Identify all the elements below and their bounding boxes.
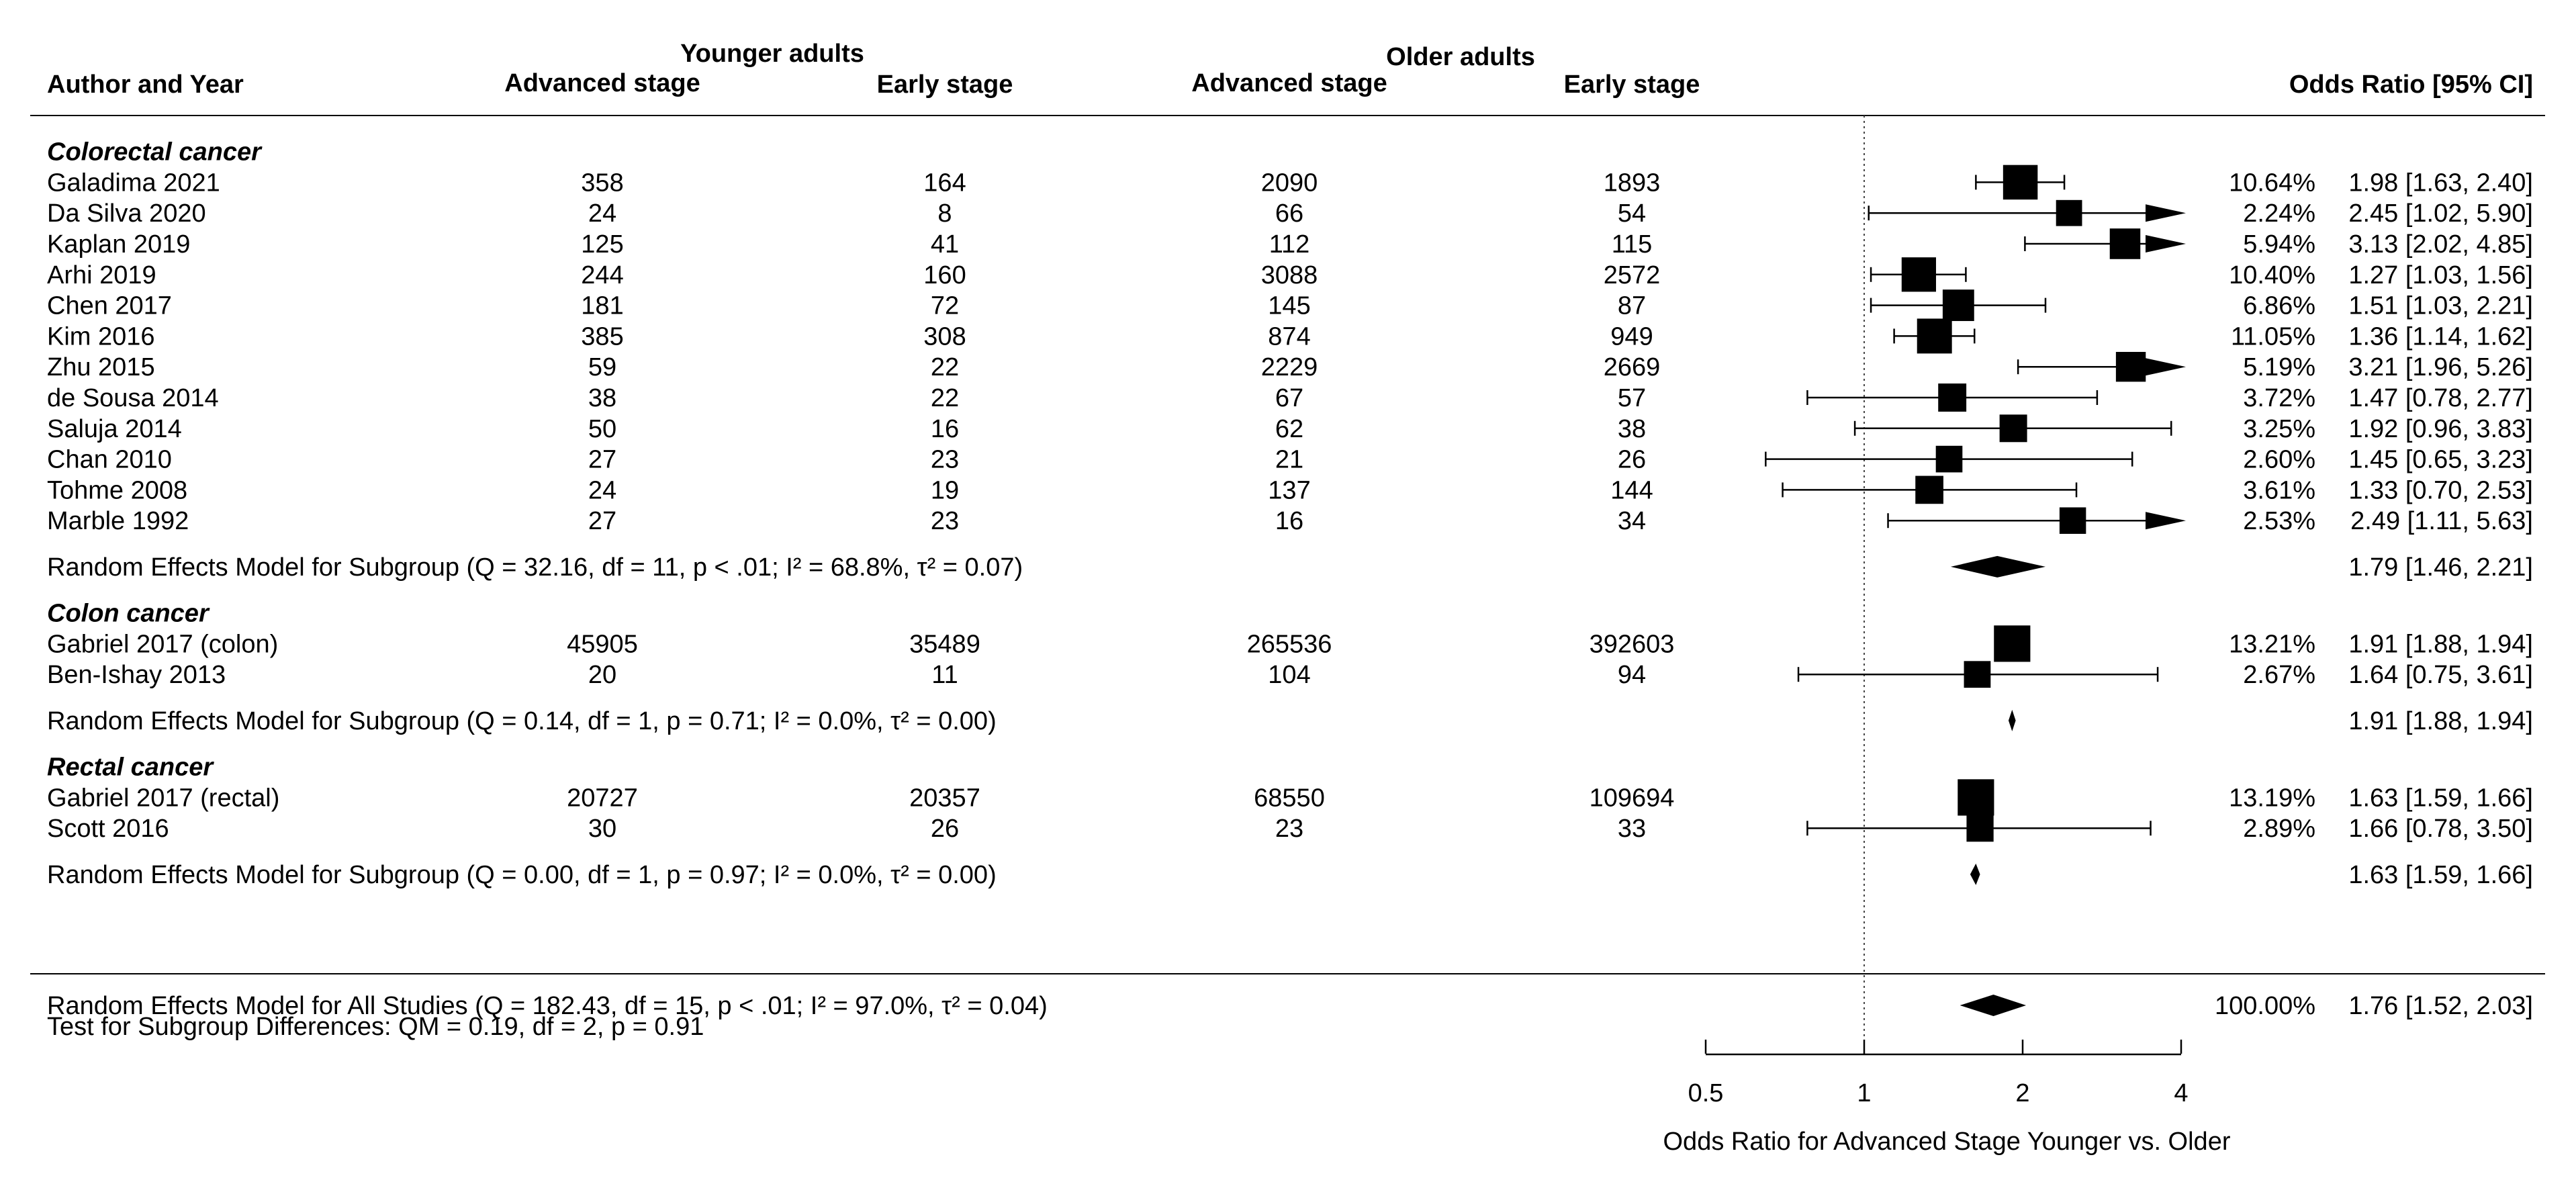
study-point [1902,257,1936,291]
header-young-early-stage: Early stage [876,71,1013,99]
x-tick-label: 0.5 [1688,1079,1724,1107]
old-early-count: 1893 [1603,169,1661,197]
old-early-count: 144 [1610,476,1653,505]
subgroup-title: Rectal cancer [47,753,214,782]
young-early-count: 72 [930,291,960,320]
old-early-count: 392603 [1589,630,1675,659]
young-advanced-count: 27 [588,507,617,536]
study-label: Galadima 2021 [47,169,220,197]
study-or-ci: 1.51 [1.03, 2.21] [2348,291,2533,320]
study-ci-line [1869,204,2186,222]
old-advanced-count: 66 [1275,199,1304,228]
study-label: Chen 2017 [47,291,172,320]
old-advanced-count: 2229 [1260,353,1318,382]
study-point [1917,318,1952,353]
study-ci-line [1888,512,2186,529]
study-or-ci: 1.92 [0.96, 3.83] [2348,414,2533,443]
study-point [2060,507,2086,533]
study-label: Chan 2010 [47,445,172,474]
study-weight: 2.60% [2243,445,2315,474]
study-weight: 2.67% [2243,661,2315,690]
study-weight: 3.72% [2243,384,2315,412]
study-or-ci: 1.98 [1.63, 2.40] [2348,169,2533,197]
young-early-count: 11 [931,661,958,690]
young-advanced-count: 20727 [567,784,638,813]
study-row [47,446,2533,474]
old-early-count: 33 [1617,815,1647,844]
study-or-ci: 3.21 [1.96, 5.26] [2348,353,2533,382]
study-point [1994,625,2030,662]
study-label: Arhi 2019 [47,261,156,289]
subgroup-summary-or-ci: 1.79 [1.46, 2.21] [2348,553,2533,582]
subgroup-summary-diamond [1970,864,1980,885]
old-advanced-count: 21 [1275,445,1304,474]
young-advanced-count: 30 [588,815,617,844]
young-advanced-count: 24 [588,476,617,505]
study-point [1936,446,1963,473]
young-early-count: 41 [930,230,960,259]
study-or-ci: 2.49 [1.11, 5.63] [2350,507,2533,536]
study-ci-line [2025,235,2186,253]
young-advanced-count: 59 [588,353,617,382]
study-or-ci: 1.36 [1.14, 1.62] [2348,322,2533,351]
old-advanced-count: 145 [1268,291,1311,320]
header-older-adults: Older adults [1386,43,1535,71]
study-point [2000,414,2027,442]
study-weight: 3.25% [2243,414,2315,443]
header-odds-ratio-ci: Odds Ratio [95% CI] [2289,71,2533,99]
study-label: Scott 2016 [47,815,169,844]
old-advanced-count: 137 [1268,476,1311,505]
old-early-count: 57 [1617,384,1647,412]
study-weight: 10.40% [2229,261,2315,289]
study-row [47,169,2533,197]
study-or-ci: 1.66 [0.78, 3.50] [2348,815,2533,844]
young-early-count: 160 [923,261,966,289]
old-advanced-count: 112 [1269,230,1310,259]
study-label: Ben-Ishay 2013 [47,661,226,690]
young-advanced-count: 385 [581,322,624,351]
study-or-ci: 1.63 [1.59, 1.66] [2348,784,2533,813]
old-advanced-count: 874 [1268,322,1311,351]
young-early-count: 8 [937,199,952,228]
study-weight: 2.53% [2243,507,2315,536]
young-early-count: 164 [923,169,966,197]
x-tick-label: 2 [2015,1079,2030,1107]
old-advanced-count: 16 [1275,507,1304,536]
study-point [1915,476,1943,504]
overall-weight: 100.00% [2214,992,2315,1020]
study-weight: 2.89% [2243,815,2315,844]
young-advanced-count: 50 [588,414,617,443]
old-early-count: 2572 [1603,261,1661,289]
old-advanced-count: 265536 [1246,630,1332,659]
overall-summary-label: Random Effects Model for All Studies (Q = 182.43, df = 15, p < .01; I² = 97.0%, τ² = 0.04) [47,992,1048,1020]
x-tick-label: 1 [1857,1079,1872,1107]
study-row [47,322,2533,351]
subgroup-summary-label: Random Effects Model for Subgroup (Q = 0.00, df = 1, p = 0.97; I² = 0.0%, τ² = 0.00) [47,860,997,889]
study-weight: 5.19% [2243,353,2315,382]
old-early-count: 115 [1611,230,1653,259]
young-advanced-count: 38 [588,384,617,412]
old-advanced-count: 104 [1268,661,1311,690]
study-or-ci: 1.27 [1.03, 1.56] [2348,261,2533,289]
young-early-count: 308 [923,322,966,351]
young-early-count: 22 [930,384,960,412]
study-point [1943,289,1974,321]
column-headers [47,40,2533,99]
study-point [2116,352,2146,381]
young-advanced-count: 45905 [567,630,638,659]
study-label: Saluja 2014 [47,414,182,443]
study-or-ci: 1.64 [0.75, 3.61] [2348,661,2533,690]
study-row [47,261,2533,289]
study-ci-line [2018,358,2186,375]
young-advanced-count: 27 [588,445,617,474]
old-early-count: 109694 [1589,784,1675,813]
study-or-ci: 1.45 [0.65, 3.23] [2348,445,2533,474]
study-label: Gabriel 2017 (rectal) [47,784,280,813]
subgroup-differences-test: Test for Subgroup Differences: QM = 0.19, df = 2, p = 0.91 [47,1013,704,1041]
old-early-count: 87 [1617,291,1647,320]
young-advanced-count: 358 [581,169,624,197]
old-early-count: 26 [1617,445,1647,474]
old-advanced-count: 68550 [1254,784,1325,813]
young-early-count: 35489 [909,630,980,659]
young-early-count: 22 [930,353,960,382]
young-advanced-count: 244 [581,261,624,289]
old-early-count: 54 [1617,199,1647,228]
study-row [47,784,2533,812]
study-label: Zhu 2015 [47,353,155,382]
old-early-count: 2669 [1603,353,1661,382]
header-younger-adults: Younger adults [680,40,864,68]
study-weight: 10.64% [2229,169,2315,197]
subgroup-title: Colon cancer [47,599,209,628]
study-point [1958,779,1994,815]
study-label: de Sousa 2014 [47,384,219,412]
young-advanced-count: 20 [588,661,617,690]
study-point [2110,228,2141,259]
plot-area [1663,116,2231,1156]
study-row [47,630,2533,658]
study-weight: 3.61% [2243,476,2315,505]
young-early-count: 23 [930,507,960,536]
subgroup-summary-label: Random Effects Model for Subgroup (Q = 32.16, df = 11, p < .01; I² = 68.8%, τ² = 0.07) [47,553,1023,582]
subgroup-title: Colorectal cancer [47,138,261,167]
header-young-advanced-stage: Advanced stage [504,69,700,97]
header-old-early-stage: Early stage [1563,71,1700,99]
old-early-count: 94 [1617,661,1647,690]
study-or-ci: 1.91 [1.88, 1.94] [2348,630,2533,659]
old-early-count: 949 [1610,322,1653,351]
subgroup-summary-label: Random Effects Model for Subgroup (Q = 0.14, df = 1, p = 0.71; I² = 0.0%, τ² = 0.00) [47,707,997,735]
study-weight: 2.24% [2243,199,2315,228]
young-early-count: 19 [930,476,960,505]
study-point [2003,165,2037,199]
study-label: Gabriel 2017 (colon) [47,630,279,659]
study-rows [47,138,2533,1041]
study-point [2056,200,2082,226]
study-or-ci: 1.47 [0.78, 2.77] [2348,384,2533,412]
young-early-count: 26 [930,815,960,844]
young-advanced-count: 125 [581,230,624,259]
study-label: Tohme 2008 [47,476,188,505]
study-weight: 11.05% [2230,322,2315,351]
old-advanced-count: 67 [1275,384,1304,412]
study-label: Kaplan 2019 [47,230,191,259]
old-advanced-count: 3088 [1260,261,1318,289]
old-advanced-count: 2090 [1260,169,1318,197]
young-advanced-count: 24 [588,199,617,228]
subgroup-summary-or-ci: 1.91 [1.88, 1.94] [2348,707,2533,735]
old-early-count: 34 [1617,507,1647,536]
study-point [1964,661,1991,688]
study-row [47,661,2533,689]
young-early-count: 16 [930,414,960,443]
old-early-count: 38 [1617,414,1647,443]
old-advanced-count: 23 [1275,815,1304,844]
young-early-count: 20357 [909,784,980,813]
study-weight: 6.86% [2243,291,2315,320]
study-row [47,476,2533,504]
overall-summary-diamond [1960,995,2027,1016]
study-label: Marble 1992 [47,507,189,536]
study-point [1938,383,1966,412]
study-weight: 13.19% [2229,784,2315,813]
subgroup-summary-or-ci: 1.63 [1.59, 1.66] [2348,860,2533,889]
subgroup-summary-diamond [1951,556,2045,578]
header-old-advanced-stage: Advanced stage [1191,69,1387,97]
study-label: Da Silva 2020 [47,199,206,228]
study-label: Kim 2016 [47,322,155,351]
overall-or-ci: 1.76 [1.52, 2.03] [2348,992,2533,1020]
young-early-count: 23 [930,445,960,474]
study-row [47,815,2533,843]
study-point [1966,815,1993,841]
study-or-ci: 2.45 [1.02, 5.90] [2348,199,2533,228]
subgroup-summary-diamond [2009,710,2016,731]
study-or-ci: 3.13 [2.02, 4.85] [2348,230,2533,259]
study-weight: 13.21% [2229,630,2315,659]
study-row [47,384,2533,412]
old-advanced-count: 62 [1275,414,1304,443]
x-axis-label: Odds Ratio for Advanced Stage Younger vs. Older [1663,1128,2231,1156]
header-author-year: Author and Year [47,71,244,99]
study-weight: 5.94% [2243,230,2315,259]
x-tick-label: 4 [2174,1079,2189,1107]
study-or-ci: 1.33 [0.70, 2.53] [2348,476,2533,505]
young-advanced-count: 181 [581,291,624,320]
study-row [47,292,2533,320]
